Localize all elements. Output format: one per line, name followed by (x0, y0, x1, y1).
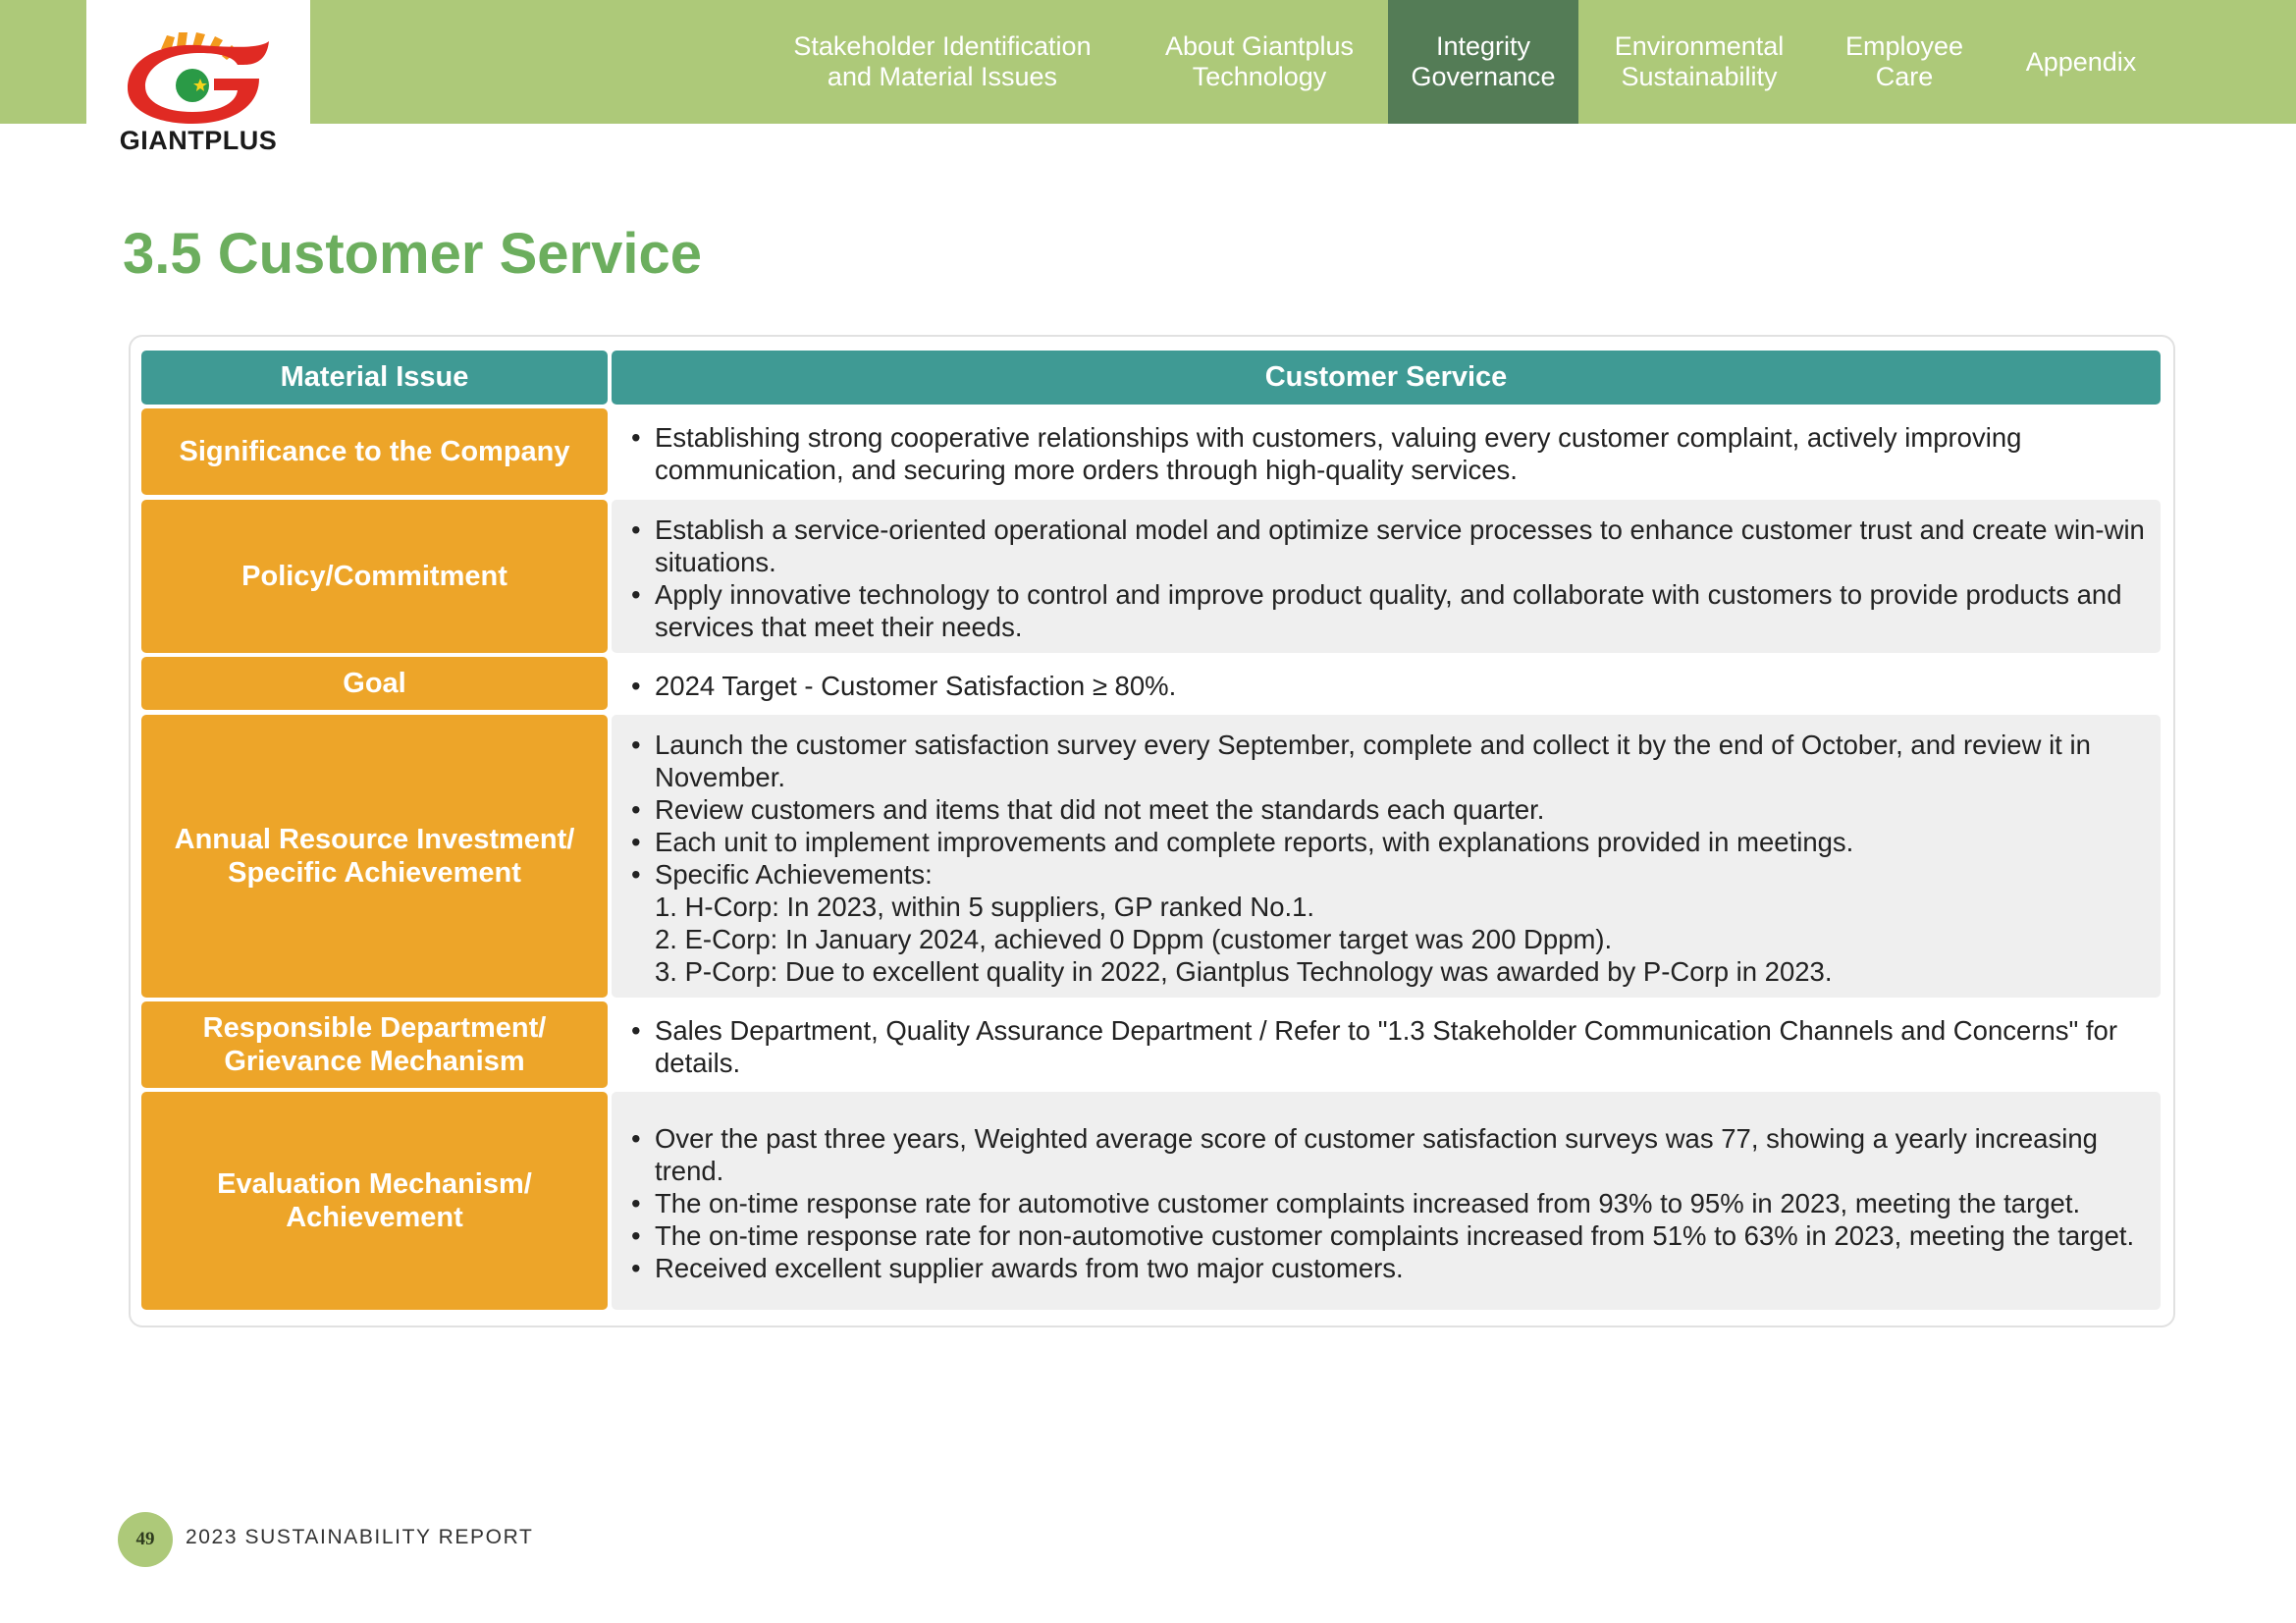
bullet: • Over the past three years, Weighted average score of customer satisfaction surveys was 77, showing a yearly increasing trend. (631, 1122, 2147, 1187)
nav-tab-appendix[interactable]: Appendix (2025, 46, 2137, 77)
nav-tab-integrity-governance[interactable]: Integrity Governance (1388, 0, 1578, 124)
numbered-item: 1. H-Corp: In 2023, within 5 suppliers, GP ranked No.1. (655, 892, 1315, 922)
page-title: 3.5 Customer Service (123, 222, 702, 286)
bullet: • Specific Achievements: (631, 858, 2147, 891)
row-content-goal (612, 657, 2161, 710)
bullet: • Each unit to implement improvements and complete reports, with explanations provided in meetings. (631, 826, 2147, 858)
bullet: • Received excellent supplier awards from two major customers. (631, 1252, 2147, 1284)
nav-tab-employee-care[interactable]: Employee Care (1844, 31, 1964, 91)
bullet: • Establish a service-oriented operational model and optimize service processes to enhance customer trust and create win-win situations. (631, 514, 2147, 578)
row-label-goal: Goal (141, 657, 608, 710)
nav-tab-stakeholder[interactable]: Stakeholder Identification and Material Issues (793, 31, 1092, 91)
row-content-evaluation-mechanism (612, 1092, 2161, 1310)
bullet: • Launch the customer satisfaction survey every September, complete and collect it by the end of October, and review it in November. (631, 729, 2147, 793)
logo-text: GIANTPLUS (119, 126, 278, 155)
row-content-annual-resource (612, 715, 2161, 998)
bullet: • The on-time response rate for automotive customer complaints increased from 93% to 95% in 2023, meeting the target. (631, 1187, 2147, 1219)
nav-tab-environmental[interactable]: Environmental Sustainability (1614, 31, 1785, 91)
row-label-evaluation-mechanism: Evaluation Mechanism/ Achievement (141, 1092, 608, 1310)
numbered-item: 2. E-Corp: In January 2024, achieved 0 Dppm (customer target was 200 Dppm). (655, 924, 1613, 954)
bullet: • Apply innovative technology to control and improve product quality, and collaborate with customers to provide products and services that meet their needs. (631, 578, 2147, 643)
giantplus-logo-icon (122, 29, 275, 124)
bullet: • Review customers and items that did not meet the standards each quarter. (631, 793, 2147, 826)
row-label-annual-resource: Annual Resource Investment/ Specific Achievement (141, 715, 608, 998)
logo[interactable] (86, 0, 310, 162)
row-content-responsible-department (612, 1001, 2161, 1088)
report-title: 2023 SUSTAINABILITY REPORT (186, 1526, 534, 1548)
bullet: • Sales Department, Quality Assurance Department / Refer to "1.3 Stakeholder Communication Channels and Concerns" for details. (631, 1014, 2147, 1079)
table-header-material-issue: Material Issue (141, 351, 608, 405)
numbered-item: 3. P-Corp: Due to excellent quality in 2022, Giantplus Technology was awarded by P-Corp in 2023. (655, 956, 1833, 987)
row-label-significance: Significance to the Company (141, 408, 608, 495)
nav-tab-about[interactable]: About Giantplus Technology (1164, 31, 1355, 91)
row-label-responsible-department: Responsible Department/ Grievance Mechanism (141, 1001, 608, 1088)
bullet: • Establishing strong cooperative relationships with customers, valuing every customer complaint, actively improving communication, and securing more orders through high-quality services. (631, 421, 2147, 486)
page-number-badge: 49 (118, 1512, 173, 1567)
bullet: • The on-time response rate for non-automotive customer complaints increased from 51% to 63% in 2023, meeting the target. (631, 1219, 2147, 1252)
row-label-policy: Policy/Commitment (141, 500, 608, 653)
row-content-policy (612, 500, 2161, 653)
bullet: • 2024 Target - Customer Satisfaction ≥ 80%. (631, 670, 2147, 702)
row-content-significance (612, 408, 2161, 495)
table-header-customer-service: Customer Service (612, 351, 2161, 405)
